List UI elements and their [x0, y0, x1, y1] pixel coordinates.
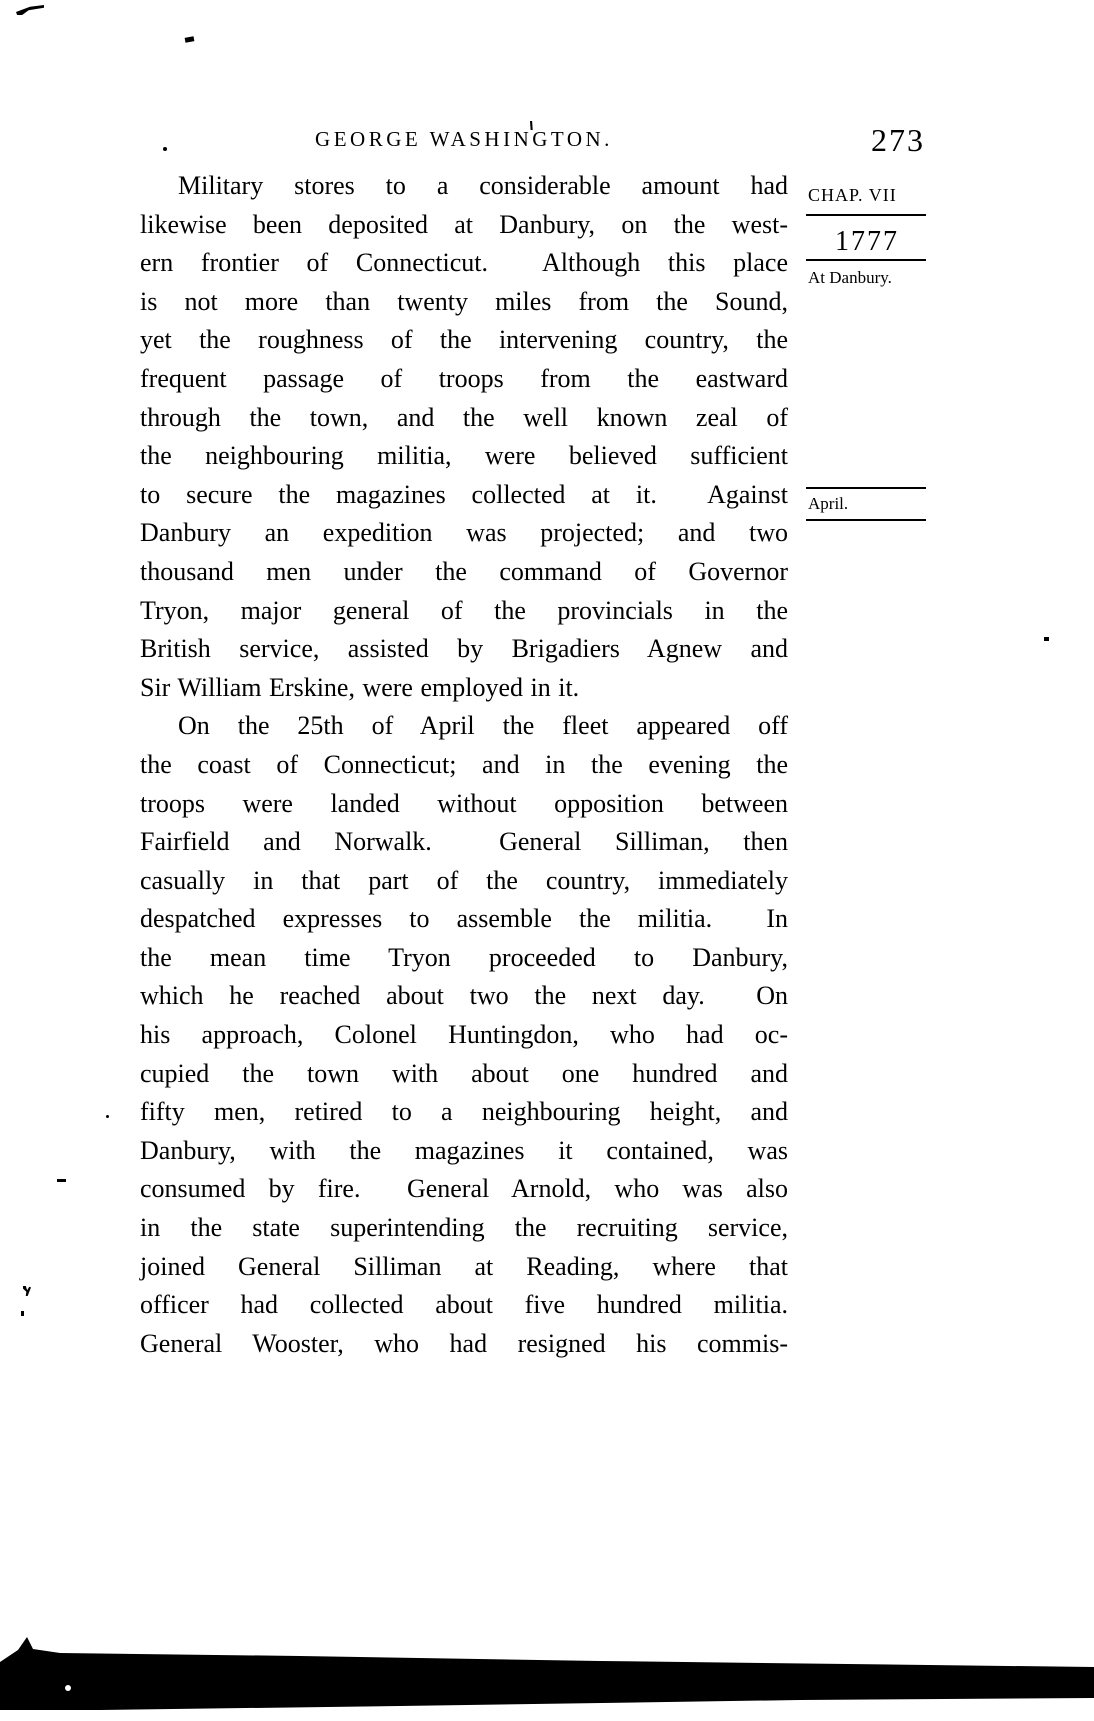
running-title: GEORGE WASHINGTON.: [315, 127, 613, 151]
text-line: officer had collected about five hundred militia.: [140, 1290, 788, 1320]
text-line: Military stores to a considerable amount had: [178, 171, 788, 200]
text-line: Danbury, with the magazines it contained, was: [140, 1135, 788, 1165]
margin-rule: [806, 214, 926, 216]
text-line: likewise been deposited at Danbury, on the west-: [140, 209, 788, 239]
text-line: to secure the magazines collected at it. Against: [140, 479, 788, 509]
text-line: the mean time Tryon proceeded to Danbury,: [140, 942, 788, 972]
text-line: which he reached about two the next day. On: [140, 981, 788, 1011]
text-line: the neighbouring militia, were believed sufficient: [140, 441, 788, 471]
text-line: joined General Silliman at Reading, where that: [140, 1251, 788, 1281]
text-line: in the state superintending the recruiting service,: [140, 1213, 788, 1243]
text-line: thousand men under the command of Governor: [140, 556, 788, 586]
text-line: is not more than twenty miles from the Sound,: [140, 286, 788, 316]
ink-speck: [163, 147, 167, 151]
text-line: his approach, Colonel Huntingdon, who had oc-: [140, 1020, 788, 1050]
ink-speck: [23, 1286, 31, 1296]
text-line: Danbury an expedition was projected; and two: [140, 518, 788, 548]
margin-note-year: 1777: [835, 226, 899, 257]
ink-speck: [57, 1179, 66, 1182]
scan-shadow-band: [0, 1630, 1094, 1715]
text-line: Tryon, major general of the provincials in the: [140, 595, 788, 625]
text-line: through the town, and the well known zeal of: [140, 402, 788, 432]
paragraph: [140, 707, 788, 1363]
text-line: frequent passage of troops from the eastward: [140, 363, 788, 393]
text-line: On the 25th of April the fleet appeared off: [178, 711, 788, 741]
body-text: [140, 167, 788, 1363]
text-line: Sir William Erskine, were employed in it.: [140, 672, 580, 702]
text-line: casually in that part of the country, immediately: [140, 865, 788, 895]
ink-speck: [185, 36, 195, 42]
margin-rule: [806, 487, 926, 489]
margin-rule: [806, 519, 926, 521]
text-line: consumed by fire. General Arnold, who was also: [140, 1174, 788, 1204]
text-line: Fairfield and Norwalk. General Silliman, then: [140, 827, 788, 857]
scan-shadow-hole: [65, 1685, 71, 1691]
text-line: yet the roughness of the intervening country, the: [140, 325, 788, 355]
text-line: the coast of Connecticut; and in the evening the: [140, 749, 788, 779]
text-line: fifty men, retired to a neighbouring height, and: [140, 1097, 788, 1127]
ink-speck: [106, 1115, 109, 1118]
text-line: General Wooster, who had resigned his commis-: [140, 1328, 788, 1358]
ink-speck: [21, 1311, 24, 1316]
margin-note-month: April.: [808, 494, 849, 513]
text-line: despatched expresses to assemble the militia. In: [140, 904, 788, 934]
ink-smudge: [16, 5, 44, 15]
margin-note-chapter: CHAP. VII: [808, 185, 897, 205]
margin-note-place: At Danbury.: [808, 268, 892, 287]
paragraph: [140, 167, 788, 707]
text-line: British service, assisted by Brigadiers Agnew and: [140, 634, 788, 664]
text-line: ern frontier of Connecticut. Although this place: [140, 248, 788, 278]
page-number: 273: [871, 122, 925, 158]
margin-rule: [806, 259, 926, 261]
text-line: troops were landed without opposition between: [140, 788, 788, 818]
text-line: cupied the town with about one hundred and: [140, 1058, 788, 1088]
ink-speck: [1044, 637, 1049, 641]
